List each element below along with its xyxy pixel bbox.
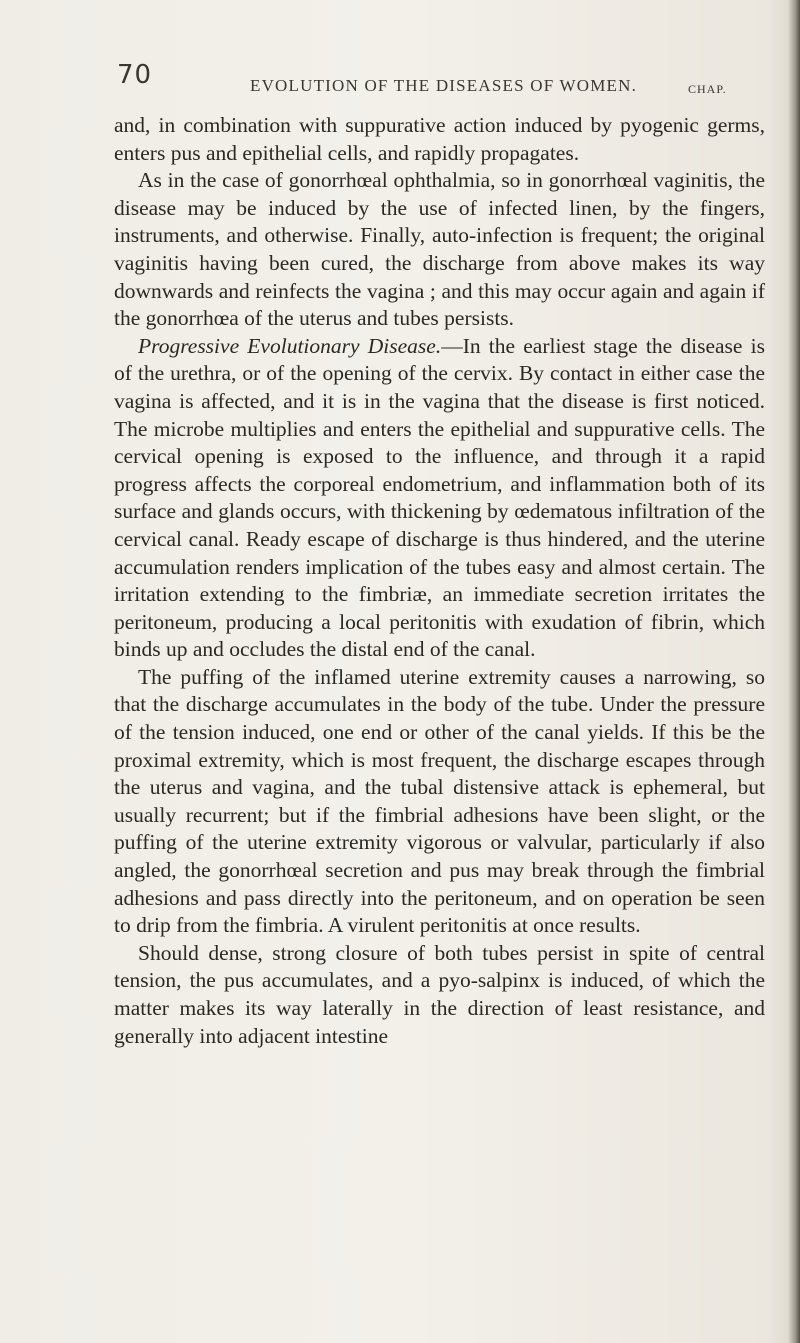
- paragraph-4: The puffing of the inflamed uterine extremity causes a narrowing, so that the discharge accumulates in the body of the tube. Under the pressure of the tension induced, one end or other of the canal yields. If this be the proximal extremity, which is most frequent, the discharge escapes through the uterus and vagina, and the tubal distensive attack is ephemeral, but usually recurrent; but if the fimbrial adhesions have been slight, or the puffing of the uterine extremity vigorous or valvular, particularly if also angled, the gonorrhœal secretion and pus may break through the fimbrial adhesions and pass directly into the peritoneum, and on operation be seen to drip from the fimbria. A virulent peritonitis at once results.: [114, 664, 765, 938]
- section-heading: Progressive Evolutionary Disease.: [138, 333, 442, 358]
- running-title: EVOLUTION OF THE DISEASES OF WOMEN.: [250, 76, 638, 95]
- body-text: [114, 112, 765, 1050]
- page-edge-shadow: [788, 0, 800, 1343]
- paragraph-3-text: —In the earliest stage the disease is of the urethra, or of the opening of the cervix. By contact in either case the vagina is affected, and it is in the vagina that the disease is first noticed. The microbe multiplies and enters the epithelial and suppurative cells. The cervical opening is exposed to the influence, and through it a rapid progress affects the corporeal endometrium, and inflammation both of its surface and glands occurs, with thickening by œdematous infiltration of the cervical canal. Ready escape of discharge is thus hindered, and the uterine accumulation renders implication of the tubes easy and almost certain. The irritation extending to the fimbriæ, an immediate secretion irritates the peritoneum, producing a local peritonitis with exudation of fibrin, which binds up and occludes the distal end of the canal.: [114, 333, 765, 662]
- paragraph-5: Should dense, strong closure of both tubes persist in spite of central tension, the pus accumulates, and a pyo-salpinx is induced, of which the matter makes its way laterally in the direction of least resistance, and generally into adjacent intestine: [114, 940, 765, 1048]
- chapter-abbrev: CHAP.: [688, 82, 727, 96]
- running-head: [0, 60, 800, 106]
- paragraph-1: and, in combination with suppurative action induced by pyogenic germs, enters pus and epithelial cells, and rapidly propagates.: [114, 113, 765, 165]
- page-number: 70: [117, 60, 153, 90]
- paragraph-2: As in the case of gonorrhœal ophthalmia, so in gonorrhœal vaginitis, the disease may be induced by the use of infected linen, by the fingers, instruments, and otherwise. Finally, auto-infection is frequent; the original vaginitis having been cured, the discharge from above makes its way downwards and reinfects the vagina ; and this may occur again and again if the gonorrhœa of the uterus and tubes persists.: [114, 168, 765, 331]
- paragraph-3: [114, 333, 765, 664]
